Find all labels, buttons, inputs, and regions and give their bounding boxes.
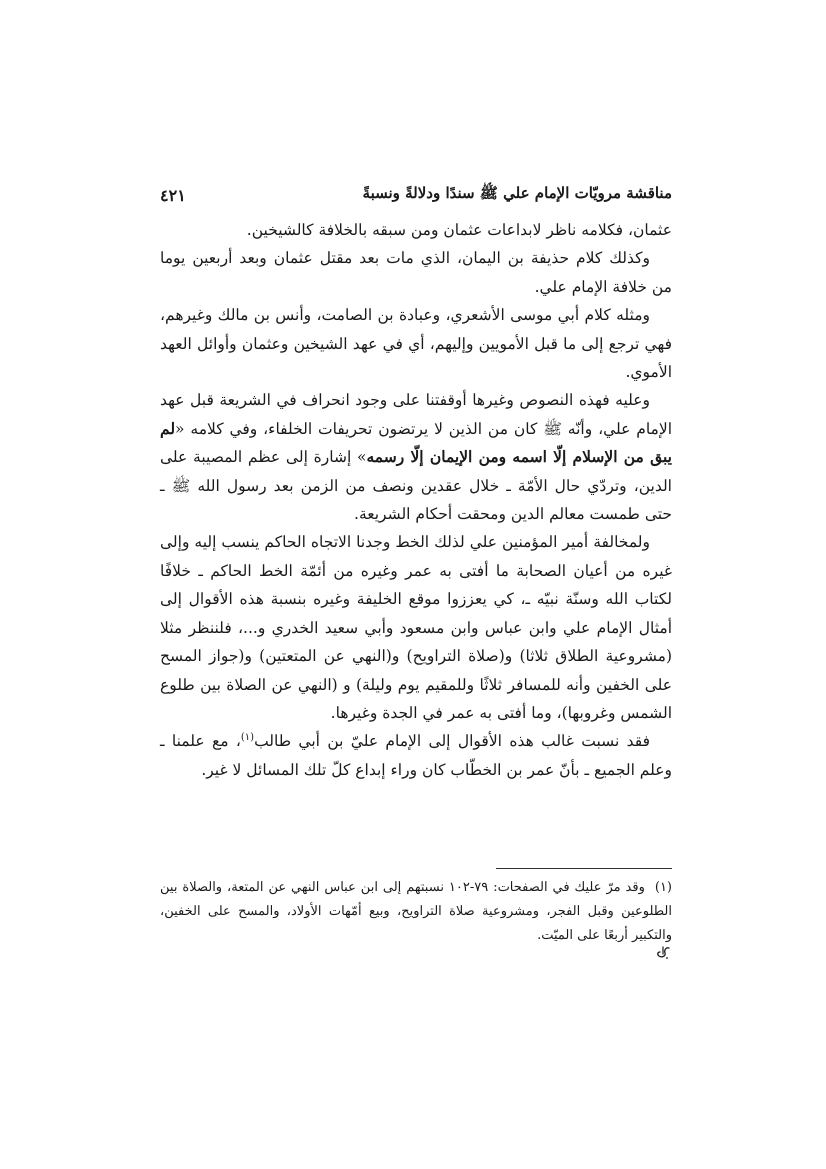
footnote-text: وقد مرّ عليك في الصفحات: ٧٩-١٠٢ نسبتهم إلى ابن عباس النهي عن المتعة، والصلاة بين الطلوعين وقبل الفجر، ومشروعية صلاة التراويح، وبيع أمّهات الأولاد، والمسح على الخفين، والتكبير أربعًا على الميّت. <box>160 880 672 943</box>
paragraph-2: وكذلك كلام حذيفة بن اليمان، الذي مات بعد مقتل عثمان وبعد أربعين يوما من خلافة الإمام علي. <box>160 249 672 296</box>
footnote-number: (١) <box>654 880 672 895</box>
paragraph-4-end: » إشارة إلى عظم المصيبة على الدين، وتردّي حال الأمّة ـ خلال عقدين ونصف من الزمن بعد رسول الله ﷺ ـ حتى طمست معالم الدين ومحقت أحكام الشريعة. <box>160 448 672 524</box>
running-title: مناقشة مرويّات الإمام علي ﷺ سندًا ودلالةً ونسبةً <box>362 184 672 202</box>
page-header <box>160 182 672 208</box>
quoted-saying: لم يبق من الإسلام إلّا اسمه ومن الإيمان إلّا رسمه <box>160 418 672 467</box>
footnote-item <box>160 876 672 948</box>
paragraph-6-end: ، مع علمنا ـ وعلم الجميع ـ بأنّ عمر بن الخطّاب كان وراء إبداع كلّ تلك المسائل لا غير. <box>160 732 672 779</box>
paragraph-4-start: وعليه فهذه النصوص وغيرها أوقفتنا على وجود انحراف في الشريعة قبل عهد الإمام علي، وأنّه ﷺ كان من الذين لا يرتضون تحريفات الخلفاء، وفي كلامه « <box>160 391 672 438</box>
paragraph-4 <box>160 386 672 528</box>
paragraph-5: ولمخالفة أمير المؤمنين علي لذلك الخط وجدنا الاتجاه الحاكم ينسب إليه وإلى غيره من أعيان الصحابة ما أفتى به عمر وغيره من أئمّة الخط الحاكم ـ خلافًا لكتاب الله وسنّة نبيّه ـ، كي يعززوا موقع الخليفة وغيره بنسبة هذه الأقوال إلى أمثال الإمام علي وابن عباس وابن مسعود وأبي سعيد الخدري و...، فلننظر مثلا (مشروعية الطلاق ثلاثا) و(صلاة التراويح) و(النهي عن المتعتين) و(جواز المسح على الخفين وأنه للمسافر ثلاثًا وللمقيم يوم وليلة) و (النهي عن الصلاة بين طلوع الشمس وغروبها)، وما أفتى به عمر في الجدة وغيرها. <box>160 533 672 722</box>
paragraph-3: ومثله كلام أبي موسى الأشعري، وعبادة بن الصامت، وأنس بن مالك وغيرهم، فهي ترجع إلى ما قبل الأمويين وإليهم، أي في عهد الشيخين وعثمان وأوائل العهد الأموي. <box>160 306 672 382</box>
footnote <box>160 876 672 948</box>
paragraph-6 <box>160 727 672 784</box>
footnote-reference[interactable]: (١) <box>240 732 255 744</box>
footnote-divider <box>496 868 672 869</box>
paragraph-1: عثمان، فكلامه ناظر لابداعات عثمان ومن سبقه بالخلافة كالشيخين. <box>246 221 672 239</box>
paragraph-6-start: فقد نسبت غالب هذه الأقوال إلى الإمام عليّ بن أبي طالب <box>254 732 650 751</box>
page-number: ٤٢١ <box>160 185 186 205</box>
calligraphic-mark-icon <box>654 944 672 962</box>
main-text <box>160 216 672 784</box>
